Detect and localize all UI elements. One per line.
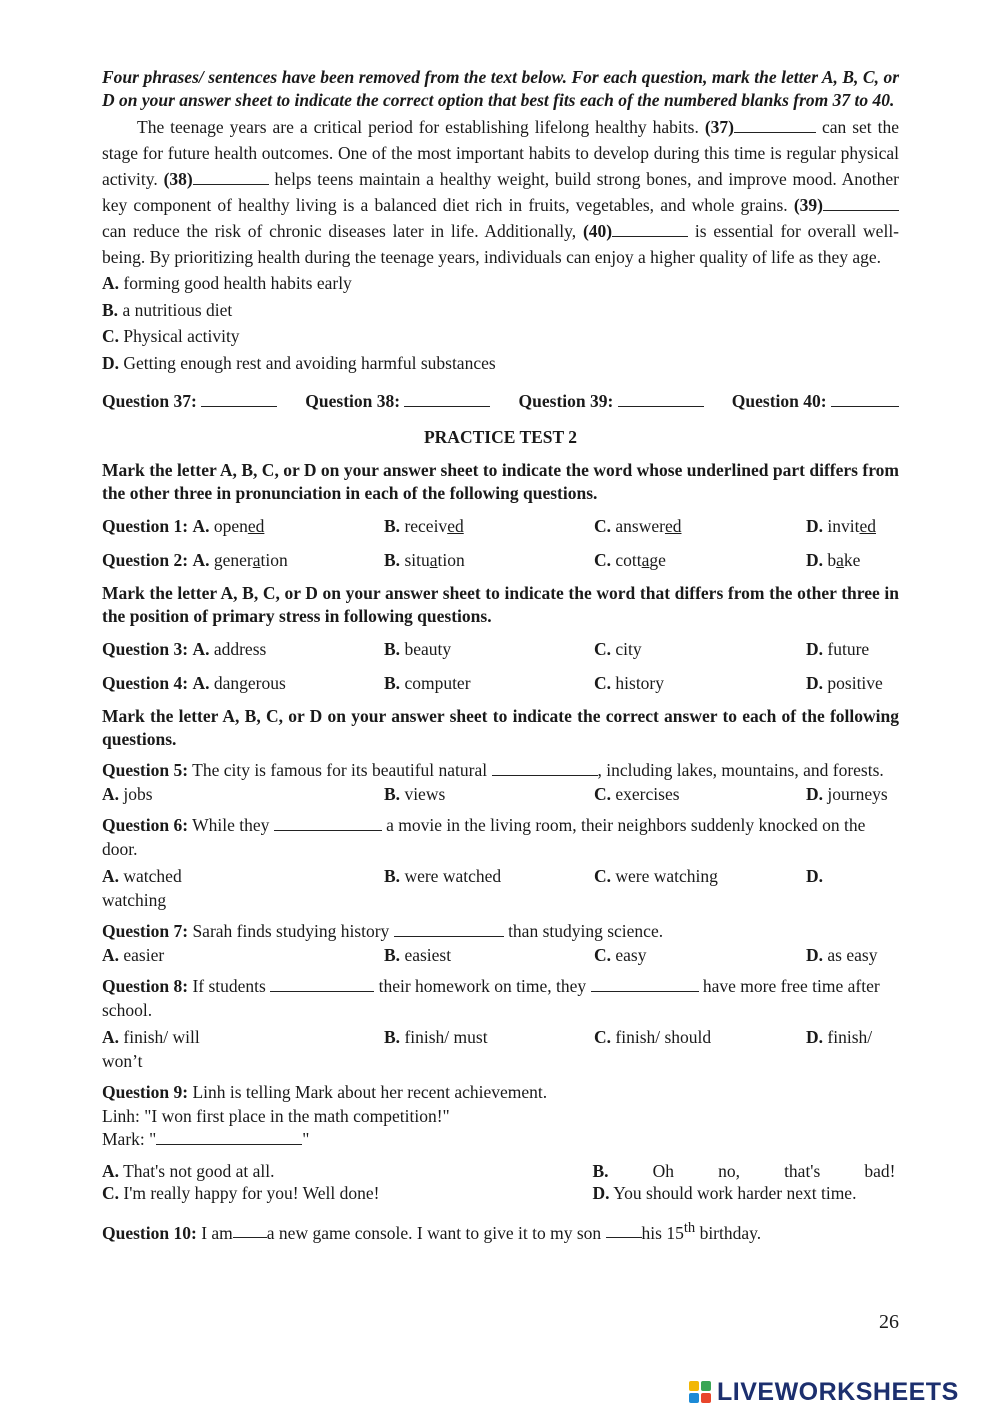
option-a: A. forming good health habits early xyxy=(102,273,352,293)
liveworksheets-logo xyxy=(689,1378,959,1407)
section-pronunciation: Mark the letter A, B, C, or D on your answer sheet to indicate the word whose underlined part differs from the other three in pronunciation in each of the following questions. xyxy=(102,460,899,503)
blank-40[interactable] xyxy=(612,222,688,237)
question-9: Question 9: Linh is telling Mark about her recent achievement. Linh: "I won first place in the math competition!" Mark: " " A. That's not good at all. B. Oh no, that's bad! C. I'm really happy for you! Well done! D. You should work harder next time. xyxy=(102,1082,896,1203)
question-8: Question 8: If students their homework on time, they have more free time after school. A. finish/ will B. finish/ must C. finish/ should D. finish/ won’t xyxy=(102,976,880,1071)
blank-q10-2[interactable] xyxy=(606,1223,642,1238)
question-1: Question 1: A. opened B. received C. answered D. invited xyxy=(102,516,877,536)
blank-q10-1[interactable] xyxy=(233,1223,267,1238)
section-correct-answer: Mark the letter A, B, C, or D on your answer sheet to indicate the correct answer to each of the following questions. xyxy=(102,706,899,749)
blank-q7[interactable] xyxy=(394,922,504,937)
answer-37-input[interactable] xyxy=(201,392,277,407)
reading-passage: The teenage years are a critical period for establishing lifelong healthy habits. (37) can set the stage for future health outcomes. One of the most important habits to develop during this time is regular physical activity. (38) helps teens maintain a healthy weight, build strong bones, and improve mood. Another key component of healthy living is a balanced diet rich in fruits, vegetables, and whole grains. (39) can reduce the risk of chronic diseases later in life. Additionally, (40) is essential for overall well-being. By prioritizing health during the teenage years, individuals can enjoy a higher quality of life as they age. xyxy=(102,117,900,267)
blank-q8-2[interactable] xyxy=(591,977,699,992)
option-b: B. a nutritious diet xyxy=(102,299,233,320)
question-4: Question 4: A. dangerous B. computer C. history D. positive xyxy=(102,673,883,693)
blank-38[interactable] xyxy=(193,170,269,185)
reading-options xyxy=(102,270,899,376)
question-6: Question 6: While they a movie in the living room, their neighbors suddenly knocked on the door. A. watched B. were watched C. were watching D. watching xyxy=(102,815,866,910)
option-d: D. Getting enough rest and avoiding harmful substances xyxy=(102,352,496,373)
blank-q8-1[interactable] xyxy=(270,977,374,992)
answer-39-input[interactable] xyxy=(618,392,704,407)
worksheet-page xyxy=(102,66,899,1245)
blank-q6[interactable] xyxy=(274,816,382,831)
reading-instruction: Four phrases/ sentences have been removed from the text below. For each question, mark the letter A, B, C, or D on your answer sheet to indicate the correct option that best fits each of the numbered blanks from 37 to 40. xyxy=(102,67,899,110)
section-stress: Mark the letter A, B, C, or D on your answer sheet to indicate the word that differs from the other three in the position of primary stress in following questions. xyxy=(102,583,899,626)
answer-line: Question 37: Question 38: Question 39: Question 40: xyxy=(102,388,899,414)
blank-q5[interactable] xyxy=(492,761,598,776)
question-10: Question 10: I am a new game console. I want to give it to my son his 15th birthday. xyxy=(102,1219,762,1243)
blank-q9[interactable] xyxy=(156,1130,302,1145)
answer-38-input[interactable] xyxy=(404,392,490,407)
liveworksheets-brand-text: LIVEWORKSHEETS xyxy=(717,1378,959,1406)
practice-test-title: PRACTICE TEST 2 xyxy=(423,427,577,447)
question-3: Question 3: A. address B. beauty C. city D. future xyxy=(102,639,870,659)
liveworksheets-logo-icon xyxy=(689,1381,715,1405)
question-2: Question 2: A. generation B. situation C. cottage D. bake xyxy=(102,550,861,570)
blank-37[interactable] xyxy=(734,118,816,133)
option-c: C. Physical activity xyxy=(102,326,240,346)
blank-39[interactable] xyxy=(823,196,899,211)
question-7: Question 7: Sarah finds studying history than studying science. A. easier B. easiest C. easy D. as easy xyxy=(102,921,878,965)
page-number: 26 xyxy=(879,1311,899,1333)
question-5: Question 5: The city is famous for its beautiful natural , including lakes, mountains, and forests. A. jobs B. views C. exercises D. journeys xyxy=(102,760,888,804)
answer-40-input[interactable] xyxy=(831,392,899,407)
